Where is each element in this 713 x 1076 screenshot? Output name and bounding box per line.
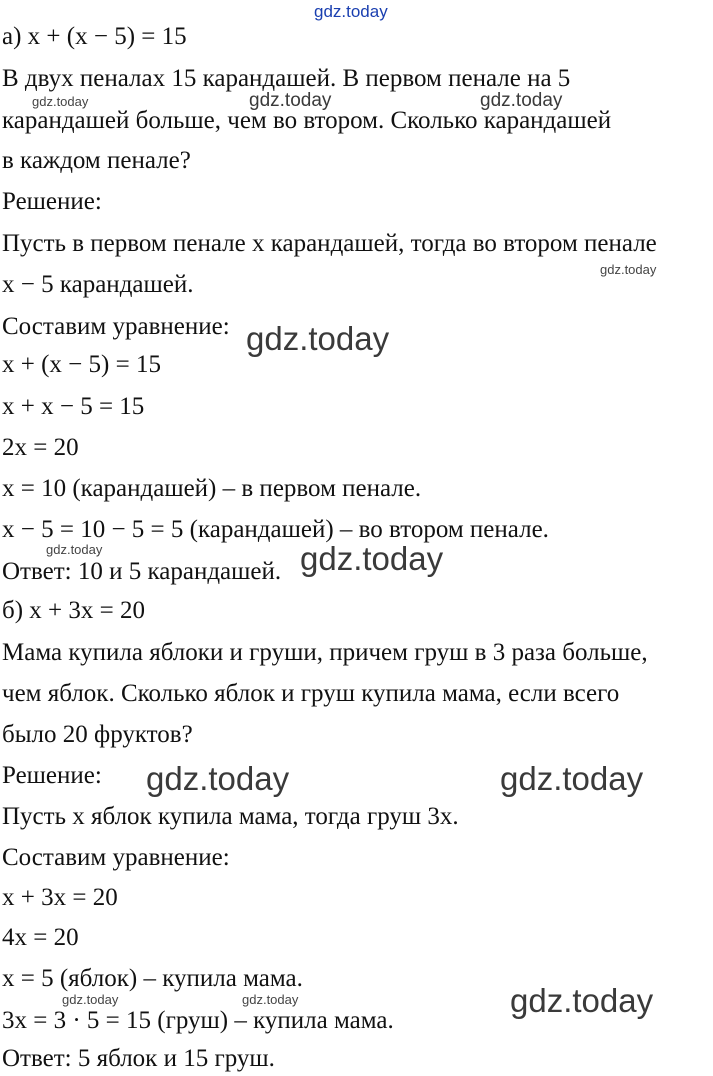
watermark-medium: gdz.today	[249, 90, 332, 111]
watermark-large: gdz.today	[500, 760, 644, 797]
solution-a-line-8: x − 5 = 10 − 5 = 5 (карандашей) – во втором пенале.	[2, 516, 549, 543]
watermark-large: gdz.today	[146, 760, 290, 797]
problem-b-equation: б) x + 3x = 20	[2, 597, 145, 624]
answer-a: Ответ: 10 и 5 карандашей.	[2, 558, 282, 585]
watermark-large: gdz.today	[300, 540, 444, 577]
solution-b-line-6: 3x = 3 · 5 = 15 (груш) – купила мама.	[2, 1007, 394, 1034]
solution-a-line-6: 2x = 20	[2, 434, 79, 461]
solution-b-line-1: Пусть x яблок купила мама, тогда груш 3x.	[2, 803, 459, 830]
solution-b-line-5: x = 5 (яблок) – купила мама.	[2, 965, 303, 992]
problem-a-equation: а) x + (x − 5) = 15	[2, 23, 187, 50]
solution-a-line-1: Пусть в первом пенале x карандашей, тогда во втором пенале	[2, 230, 657, 257]
watermark-top: gdz.today	[314, 2, 388, 21]
solution-a-line-2: x − 5 карандашей.	[2, 271, 194, 298]
watermark-small: gdz.today	[46, 542, 103, 557]
solution-heading-a: Решение:	[2, 188, 102, 215]
watermark-small: gdz.today	[600, 262, 657, 277]
problem-a-text-line-2: карандашей больше, чем во втором. Сколько карандашей	[2, 107, 612, 134]
problem-b-text-line-1: Мама купила яблоки и груши, причем груш в 3 раза больше,	[2, 639, 648, 666]
solution-a-line-3: Составим уравнение:	[2, 313, 230, 340]
watermark-large: gdz.today	[246, 320, 390, 357]
solution-heading-b: Решение:	[2, 762, 102, 789]
watermark-small: gdz.today	[32, 94, 89, 109]
solution-a-line-4: x + (x − 5) = 15	[2, 351, 161, 378]
solution-a-line-7: x = 10 (карандашей) – в первом пенале.	[2, 475, 422, 502]
solution-a-line-5: x + x − 5 = 15	[2, 393, 145, 420]
problem-a-text-line-3: в каждом пенале?	[2, 147, 191, 174]
watermark-large: gdz.today	[510, 982, 654, 1019]
solution-b-line-3: x + 3x = 20	[2, 884, 118, 911]
solution-b-line-4: 4x = 20	[2, 924, 79, 951]
solution-b-line-2: Составим уравнение:	[2, 844, 230, 871]
watermark-small: gdz.today	[62, 992, 119, 1007]
watermark-small: gdz.today	[242, 992, 299, 1007]
watermark-medium: gdz.today	[480, 90, 563, 111]
problem-b-text-line-2: чем яблок. Сколько яблок и груш купила мама, если всего	[2, 680, 620, 707]
answer-b: Ответ: 5 яблок и 15 груш.	[2, 1045, 275, 1072]
problem-b-text-line-3: было 20 фруктов?	[2, 721, 193, 748]
problem-a-text-line-1: В двух пеналах 15 карандашей. В первом пенале на 5	[2, 65, 571, 92]
